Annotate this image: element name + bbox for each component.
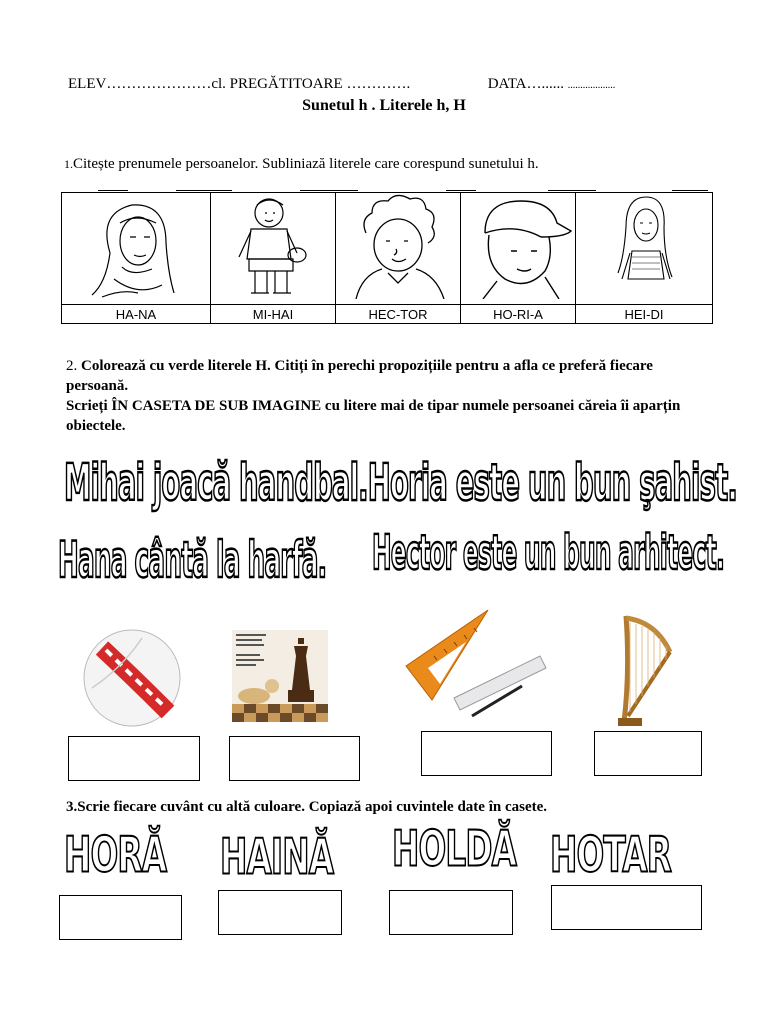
underline-blank xyxy=(300,190,358,191)
word-hotar: HOTAR xyxy=(550,826,672,884)
exercise-2-line1: Colorează cu verde literele H. Citiți în perechi propozițiile pentru a afla ce preferă fiecare persoană. xyxy=(66,358,653,394)
boy-ball-drawing-icon xyxy=(211,193,335,299)
people-table xyxy=(61,192,713,324)
harp-icon xyxy=(616,612,676,730)
word-holda: HOLDĂ xyxy=(392,820,517,878)
exercise-1-instruction xyxy=(64,156,539,173)
page-title: Sunetul h . Literele h, H xyxy=(302,97,466,114)
sentence-hana: Hana cântă la harfă. xyxy=(58,532,327,590)
exercise-3-instruction xyxy=(66,799,547,816)
answer-box-haina[interactable] xyxy=(218,890,342,935)
picture-heidi xyxy=(576,193,713,305)
underline-blank xyxy=(176,190,232,191)
name-cell: MI-HAI xyxy=(211,305,336,324)
picture-horia xyxy=(461,193,576,305)
exercise-2-instruction xyxy=(66,356,706,436)
exercise-3-text: 3.Scrie fiecare cuvânt cu altă culoare. Copiază apoi cuvintele date în casete. xyxy=(66,799,548,815)
woman-drawing-icon xyxy=(576,193,712,299)
chess-icon xyxy=(232,630,328,722)
underline-blank xyxy=(672,190,708,191)
underline-blank xyxy=(548,190,596,191)
picture-hana xyxy=(62,193,211,305)
picture-mihai xyxy=(211,193,336,305)
answer-box-harp[interactable] xyxy=(594,731,702,776)
word-haina: HAINĂ xyxy=(220,828,334,886)
girl-drawing-icon xyxy=(62,193,210,299)
exercise-2-line2: Scrieți ÎN CASETA DE SUB IMAGINE cu litere mai de tipar numele persoanei căreia îi aparțin obiectele. xyxy=(66,398,681,434)
answer-box-holda[interactable] xyxy=(389,890,513,935)
name-cell: HEI-DI xyxy=(576,305,713,324)
underline-blank xyxy=(98,190,128,191)
answer-box-ball[interactable] xyxy=(68,736,200,781)
answer-box-hora[interactable] xyxy=(59,895,182,940)
picture-hector xyxy=(336,193,461,305)
student-class-field: ELEV…………………cl. PREGĂTITOARE …………. xyxy=(68,76,411,92)
name-cell: HA-NA xyxy=(62,305,211,324)
exercise-1-number: 1. xyxy=(64,157,73,171)
handball-ball-icon xyxy=(82,628,182,728)
name-cell: HEC-TOR xyxy=(336,305,461,324)
curly-boy-drawing-icon xyxy=(336,193,460,299)
underline-blank xyxy=(446,190,476,191)
cap-boy-drawing-icon xyxy=(461,193,575,299)
answer-box-chess[interactable] xyxy=(229,736,360,781)
ruler-triangle-pen-icon xyxy=(404,606,554,724)
answer-box-hotar[interactable] xyxy=(551,885,702,930)
word-hora: HORĂ xyxy=(64,826,167,884)
header-line xyxy=(68,76,615,93)
exercise-1-text: Citește prenumele persoanelor. Subliniază literele care corespund sunetului h. xyxy=(73,156,539,172)
date-field: DATA…...... xyxy=(487,76,564,92)
sentence-hector: Hector este un bun arhitect. xyxy=(372,526,725,582)
exercise-2-number: 2. xyxy=(66,358,78,374)
name-cell: HO-RI-A xyxy=(461,305,576,324)
sentence-mihai-horia: Mihai joacă handbal.Horia este un bun şahist. xyxy=(64,452,738,513)
date-dots: ................... xyxy=(567,80,616,91)
answer-box-ruler[interactable] xyxy=(421,731,552,776)
